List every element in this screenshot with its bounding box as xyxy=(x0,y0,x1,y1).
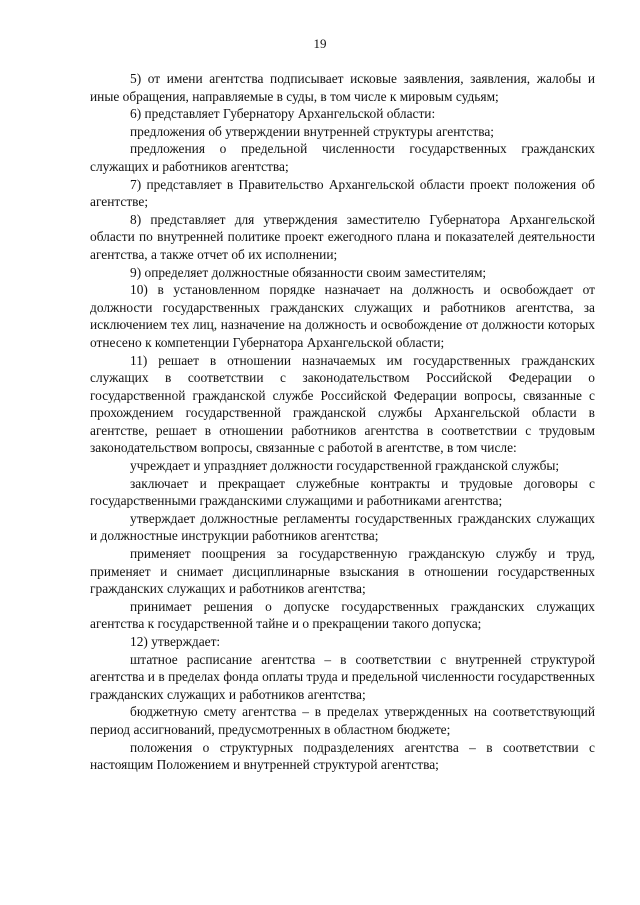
paragraph: 10) в установленном порядке назначает на должность и освобождает от должности государственных гражданских служащих и работников агентства, за исключением тех лиц, назначение на должность и освобождение от должности которых отнесено к компетенции Губернатора Архангельской области; xyxy=(90,282,595,350)
document-body xyxy=(90,70,595,774)
paragraph: заключает и прекращает служебные контракты и трудовые договоры с государственными гражданскими служащими и работниками агентства; xyxy=(90,475,595,509)
paragraph: 12) утверждает: xyxy=(130,634,221,649)
paragraph: применяет поощрения за государственную гражданскую службу и труд, применяет и снимает дисциплинарные взыскания в отношении государственных гражданских служащих и работников агентства; xyxy=(90,546,595,597)
paragraph: принимает решения о допуске государственных гражданских служащих агентства к государственной тайне и о прекращении такого допуска; xyxy=(90,598,595,632)
paragraph: предложения об утверждении внутренней структуры агентства; xyxy=(130,123,495,139)
paragraph: бюджетную смету агентства – в пределах утвержденных на соответствующий период ассигнований, предусмотренных в областном бюджете; xyxy=(90,704,595,737)
paragraph: утверждает должностные регламенты государственных гражданских служащих и должностные инструкции работников агентства; xyxy=(90,510,595,544)
paragraph: предложения о предельной численности государственных гражданских служащих и работников агентства; xyxy=(90,141,595,174)
paragraph: штатное расписание агентства – в соответствии с внутренней структурой агентства и в пределах фонда оплаты труда и предельной численности государственных гражданских служащих и работников агентства; xyxy=(90,651,595,702)
page-number: 19 xyxy=(313,36,327,51)
paragraph: 7) представляет в Правительство Архангельской области проект положения об агентстве; xyxy=(90,176,595,210)
paragraph: 11) решает в отношении назначаемых им государственных гражданских служащих в соответствии с законодательством Российской Федерации о государственной гражданской службе Российской Федерации вопросы, связанные с прохождением государственной гражданской службы Архангельской области в агентстве, решает в отношении работников агентства в соответствии с трудовым законодательством вопросы, связанные с работой в агентстве, в том числе: xyxy=(90,352,595,456)
paragraph: учреждает и упраздняет должности государственной гражданской службы; xyxy=(130,458,560,474)
paragraph: 8) представляет для утверждения заместителю Губернатора Архангельской области по внутренней политике проект ежегодного плана и показателей деятельности агентства, а также отчет об их исполнении; xyxy=(90,211,595,262)
paragraph: 6) представляет Губернатору Архангельской области: xyxy=(130,106,436,122)
paragraph: положения о структурных подразделениях агентства – в соответствии с настоящим Положением и внутренней структурой агентства; xyxy=(90,739,595,773)
paragraph: 5) от имени агентства подписывает исковые заявления, заявления, жалобы и иные обращения, направляемые в суды, в том числе к мировым судьям; xyxy=(90,71,595,104)
paragraph: 9) определяет должностные обязанности своим заместителям; xyxy=(130,264,487,280)
